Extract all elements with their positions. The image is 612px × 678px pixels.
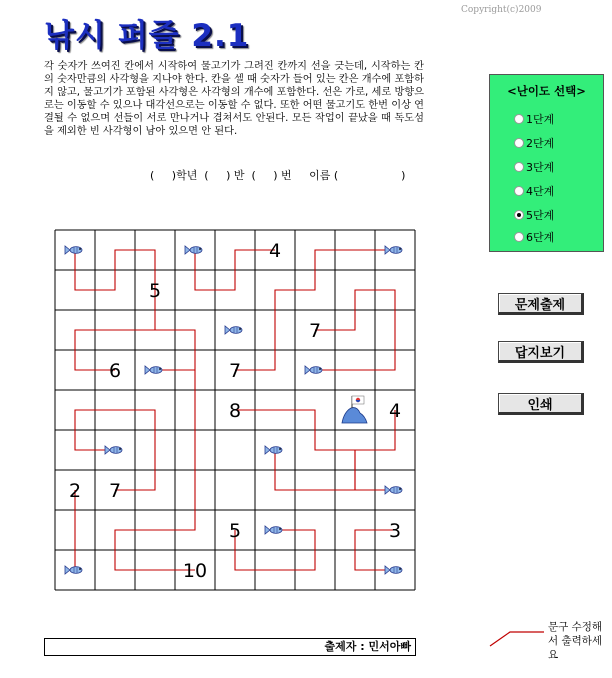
cell-number: 4 bbox=[268, 240, 282, 262]
fish-icon bbox=[265, 526, 282, 534]
cell-number: 5 bbox=[228, 520, 242, 542]
note-line-sample bbox=[488, 628, 548, 648]
cell-number: 2 bbox=[68, 480, 82, 502]
level-option-label: 3단계 bbox=[526, 161, 555, 174]
radio-icon[interactable] bbox=[514, 138, 524, 148]
level-option-5[interactable] bbox=[514, 207, 554, 223]
cell-number: 7 bbox=[228, 360, 242, 382]
level-option-4[interactable] bbox=[514, 183, 554, 199]
level-option-label: 5단계 bbox=[526, 209, 555, 222]
show-answer-button[interactable]: 답지보기 bbox=[498, 341, 584, 363]
level-option-3[interactable] bbox=[514, 159, 554, 175]
level-option-label: 4단계 bbox=[526, 185, 555, 198]
cell-number: 3 bbox=[388, 520, 402, 542]
level-option-2[interactable] bbox=[514, 135, 554, 151]
fish-icon bbox=[225, 326, 242, 334]
cell-number: 10 bbox=[182, 560, 208, 582]
level-option-label: 1단계 bbox=[526, 113, 555, 126]
fish-icon bbox=[265, 446, 282, 454]
radio-icon[interactable] bbox=[514, 186, 524, 196]
cell-number: 6 bbox=[108, 360, 122, 382]
fish-icon bbox=[105, 446, 122, 454]
level-option-6[interactable] bbox=[514, 229, 554, 245]
student-info-line: ( )학년 ( ) 반 ( ) 번 이름 ( ) bbox=[150, 169, 406, 182]
puzzle-board[interactable] bbox=[54, 229, 416, 591]
cell-number: 7 bbox=[308, 320, 322, 342]
note-text: 문구 수정해서 출력하세요 bbox=[548, 621, 603, 661]
fish-icon bbox=[385, 246, 402, 254]
fish-icon bbox=[65, 246, 82, 254]
print-button[interactable]: 인쇄 bbox=[498, 393, 584, 415]
island-icon bbox=[342, 396, 367, 423]
radio-icon[interactable] bbox=[514, 210, 524, 220]
fish-icon bbox=[305, 366, 322, 374]
instructions-text: 각 숫자가 쓰여진 칸에서 시작하여 물고기가 그려진 칸까지 선을 긋는데, 시작하는 칸의 숫자만큼의 사각형을 지나야 한다. 칸을 셀 때 숫자가 들어 있는 칸은 개수에 포함하지 않고, 물고기가 포함된 사각형은 사각형의 개수에 포함한다. 선은 가로, 세로 방향으로는 이동할 수 있으나 대각선으로는 이동할 수 없다. 또한 어떤 물고기도 한번 이상 연결될 수 없으며 선들이 서로 만나거나 겹쳐서도 안된다. 모든 작업이 끝났을 때 독도섬을 제외한 빈 사각형이 남아 있으면 안 된다. bbox=[44, 61, 424, 137]
fish-icon bbox=[65, 566, 82, 574]
fish-icon bbox=[185, 246, 202, 254]
cell-number: 8 bbox=[228, 400, 242, 422]
copyright-text: Copyright(c)2009 bbox=[461, 5, 542, 15]
level-option-label: 2단계 bbox=[526, 137, 555, 150]
radio-icon[interactable] bbox=[514, 232, 524, 242]
radio-icon[interactable] bbox=[514, 162, 524, 172]
make-puzzle-button[interactable]: 문제출제 bbox=[498, 293, 584, 315]
fish-icon bbox=[145, 366, 162, 374]
cell-number: 7 bbox=[108, 480, 122, 502]
solution-path bbox=[315, 290, 395, 370]
level-option-label: 6단계 bbox=[526, 231, 555, 244]
cell-number: 4 bbox=[388, 400, 402, 422]
fish-icon bbox=[385, 486, 402, 494]
cell-number: 5 bbox=[148, 280, 162, 302]
difficulty-panel bbox=[489, 74, 604, 252]
difficulty-title: <난이도 선택> bbox=[507, 84, 586, 98]
author-box: 출제자 : 민서아빠 bbox=[44, 638, 416, 656]
fish-icon bbox=[385, 566, 402, 574]
radio-icon[interactable] bbox=[514, 114, 524, 124]
app-title: 낚시 퍼즐 2.1 bbox=[44, 18, 250, 54]
level-option-1[interactable] bbox=[514, 111, 554, 127]
